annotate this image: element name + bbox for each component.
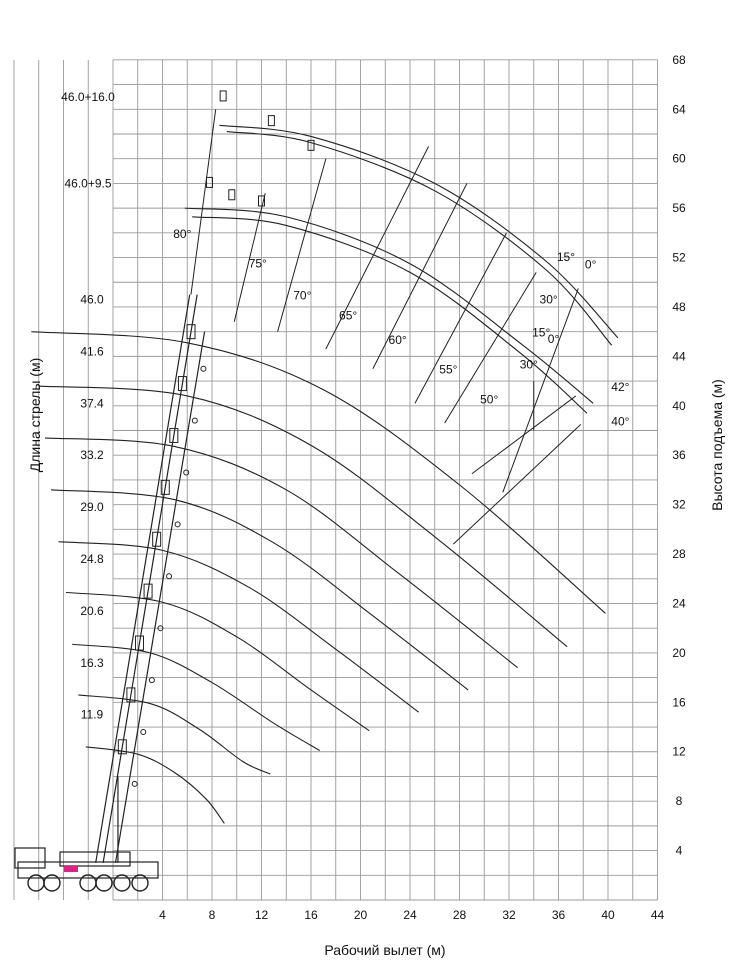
angle-ray-40 [453,424,580,544]
jib-head [229,190,235,200]
hook [175,522,180,527]
range-curve [86,747,225,824]
x-tick-label: 20 [353,908,368,922]
y-tick-label: 8 [675,794,683,809]
x-tick-label: 44 [650,908,665,922]
boom-length-label: 16.3 [80,655,104,670]
boom-angle-label: 50° [480,392,499,407]
boom-angle-rays [191,109,581,544]
boom-angle-label: 70° [293,288,312,303]
y-tick-label: 16 [672,695,686,710]
jib-boom-angle-label: 42° [611,379,630,394]
y-tick-label: 40 [672,398,686,413]
y-tick-labels-right [672,53,686,858]
truck-stripe [64,866,78,872]
y-tick-label: 48 [672,299,686,314]
angle-labels [173,227,629,429]
y-tick-label: 44 [672,349,686,364]
y-tick-label: 12 [672,744,686,759]
hook [184,470,189,475]
y-tick-label: 4 [675,843,683,858]
boom-angle-label: 65° [339,308,358,323]
boom-length-label: 11.9 [80,707,104,722]
boom-length-label: 29.0 [80,500,104,515]
hook [167,574,172,579]
jib-offset-label: 0° [584,257,597,272]
boom-drawing [96,91,314,863]
boom-length-label: 20.6 [80,603,104,618]
y-axis-title-left: Длина стрелы (м) [27,357,43,473]
boom-angle-label: 75° [248,256,267,271]
y-tick-label: 20 [672,645,686,660]
y-tick-label: 60 [672,151,686,166]
x-tick-label: 24 [403,908,417,922]
jib-offset-label: 15° [532,325,551,340]
x-tick-label: 12 [254,908,269,922]
boom-angle-label: 55° [439,362,458,377]
y-tick-label: 28 [672,547,686,562]
x-tick-label: 40 [601,908,615,922]
y-axis-title-right: Высота подъема (м) [709,379,725,511]
range-curve [78,695,270,774]
jib-offset-label: 15° [556,250,576,265]
boom-length-label: 41.6 [80,344,104,359]
hook [132,781,137,786]
y-tick-label: 52 [672,250,686,265]
boom-length-label: 24.8 [80,552,104,567]
range-curve [45,438,518,668]
angle-ray-70 [278,159,326,332]
y-tick-label: 24 [672,596,686,611]
hook [141,729,146,734]
y-tick-label: 68 [672,52,686,67]
x-tick-label: 28 [452,908,467,922]
truck-body [60,852,130,866]
jib-offset-label: 30° [539,292,558,307]
y-tick-label: 36 [672,448,686,463]
y-tick-label: 32 [672,497,686,512]
boom-angle-label: 80° [173,226,192,241]
hook [149,678,154,683]
angle-ray-60 [373,183,467,368]
range-curve [51,490,468,690]
jib-length-label: 46.0+16.0 [61,89,115,104]
hook [201,366,206,371]
jib-offset-label: 30° [519,357,538,372]
x-tick-label: 8 [208,908,216,922]
boom-length-label: 46.0 [80,292,104,307]
x-tick-label: 4 [159,908,166,922]
crane-truck [15,848,158,891]
y-tick-label: 64 [672,102,686,117]
x-tick-label: 32 [502,908,516,922]
range-curve [31,332,605,614]
jib-boom-angle-label: 40° [611,414,630,429]
x-axis-title: Рабочий вылет (м) [324,942,446,958]
boom-length-label: 33.2 [80,448,104,463]
y-tick-label: 56 [672,201,686,216]
jib-head [220,91,226,101]
jib-head [268,116,274,126]
x-tick-labels [159,908,664,922]
x-tick-label: 36 [551,908,566,922]
jib-length-label: 46.0+9.5 [64,176,112,191]
range-curve [185,208,593,403]
range-curve [39,386,567,647]
jib-offset-label: 0° [547,331,560,346]
boom-length-label: 37.4 [80,396,104,411]
boom-angle-label: 60° [388,333,407,348]
x-tick-label: 16 [304,908,318,922]
truck-cab [15,848,45,868]
range-curve [66,592,369,730]
hook [192,418,197,423]
